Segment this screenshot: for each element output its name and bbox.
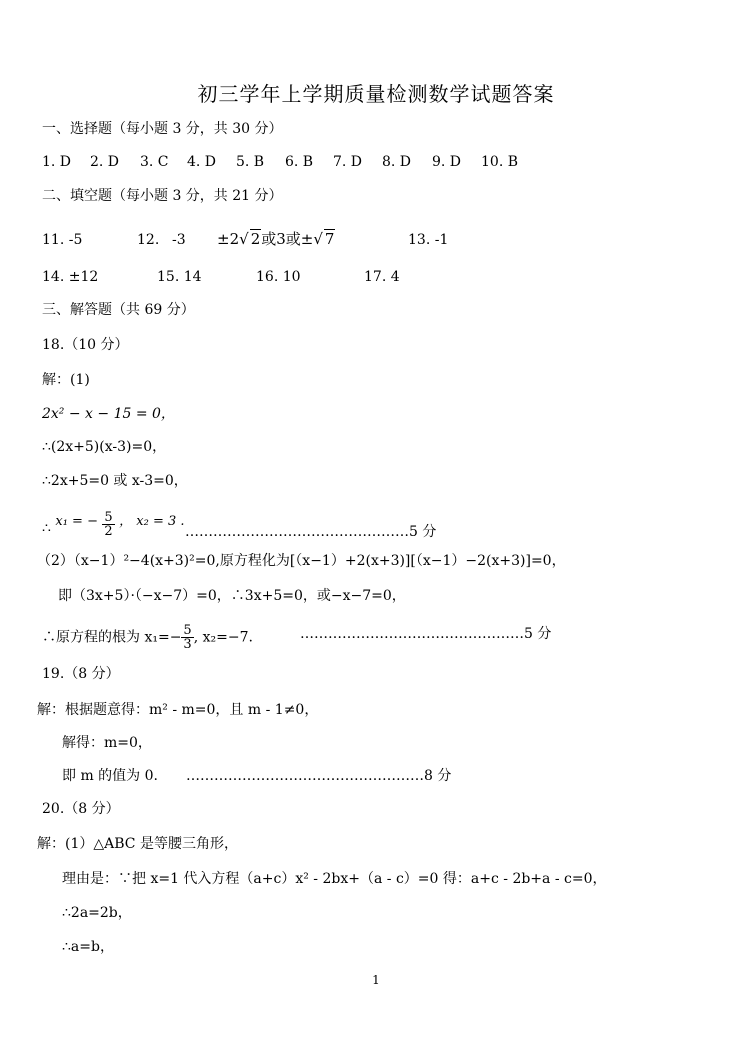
q18-heading: 18.（10 分） — [42, 337, 129, 353]
answer-12-value: -3 — [172, 232, 186, 248]
mc-answer-5: 5. B — [236, 154, 265, 170]
sqrt-symbol-1: √ — [239, 230, 249, 248]
answer-11: 11. -5 — [42, 232, 83, 248]
q18-part2-line-1: （2）（x−1）²−4(x+3)²=0,原方程化为[（x−1）+2(x+3)][（x−1）−2(x+3)]=0， — [37, 553, 566, 569]
page-title: 初三学年上学期质量检测数学试题答案 — [197, 82, 555, 106]
q18-part2-fraction — [181, 624, 193, 651]
q19-score: ……………………………………………8 分 — [186, 768, 452, 784]
q18-part2-line-3 — [42, 624, 253, 651]
section-1-heading: 一、选择题（每小题 3 分，共 30 分） — [42, 121, 283, 137]
answer-14: 14. ±12 — [42, 269, 99, 285]
q18-x1: x₁ = − — [55, 513, 98, 529]
q19-line-2: 解得：m=0， — [62, 735, 152, 751]
q20-line-1: 解：(1）△ABC 是等腰三角形， — [37, 836, 238, 852]
q18-equation-1: 2x² − x − 15 = 0， — [42, 406, 175, 422]
mc-answer-4: 4. D — [187, 154, 217, 170]
mc-answer-9: 9. D — [432, 154, 462, 170]
q18-part2-line-2: 即（3x+5）·（−x−7）=0，∴3x+5=0，或−x−7=0， — [58, 588, 406, 604]
radicand-1: 2 — [250, 230, 261, 248]
plus-minus-2: ± — [300, 230, 314, 248]
answer-12-radicals — [217, 229, 335, 248]
mc-answer-1: 1. D — [42, 154, 72, 170]
q18-fraction-numerator: 5 — [104, 510, 113, 525]
q18-score-1: …………………………………………5 分 — [185, 524, 437, 540]
q20-line-3: ∴2a=2b， — [62, 905, 132, 921]
q19-line-3: 即 m 的值为 0. — [62, 768, 158, 784]
q18-roots-suffix: , x₂=−7. — [193, 629, 253, 646]
therefore-symbol: ∴ — [42, 520, 51, 537]
q18-equation-2: ∴(2x+5)(x-3)=0， — [42, 439, 167, 455]
sqrt-symbol-2: √ — [313, 230, 323, 248]
mc-answer-7: 7. D — [333, 154, 363, 170]
q20-line-2: 理由是：∵把 x=1 代入方程（a+c）x² - 2bx+（a - c）=0 得：a+c - 2b+a - c=0， — [62, 871, 607, 887]
or-text: 或3或 — [261, 230, 301, 248]
mc-answer-3: 3. C — [140, 154, 169, 170]
q18-roots-line — [42, 510, 185, 542]
q20-line-4: ∴a=b， — [62, 939, 114, 955]
answer-13: 13. -1 — [408, 232, 449, 248]
q18-fraction-denominator: 2 — [104, 524, 113, 539]
q18-part2-denominator: 3 — [183, 637, 192, 652]
section-3-heading: 三、解答题（共 69 分） — [42, 302, 195, 318]
mc-answer-10: 10. B — [481, 154, 519, 170]
mc-answer-8: 8. D — [382, 154, 412, 170]
q18-fraction — [102, 511, 114, 538]
q19-line-1: 解：根据题意得：m² - m=0，且 m - 1≠0， — [37, 702, 319, 718]
mc-answer-2: 2. D — [90, 154, 120, 170]
plus-minus-1: ±2 — [217, 230, 240, 248]
q19-heading: 19.（8 分） — [42, 666, 120, 682]
q18-roots-prefix: ∴原方程的根为 x₁=− — [42, 629, 182, 646]
radicand-2: 7 — [324, 230, 335, 248]
page-number: 1 — [372, 973, 380, 987]
q18-solution-label: 解：(1) — [42, 372, 90, 388]
q18-score-2: …………………………………………5 分 — [300, 626, 552, 642]
mc-answer-6: 6. B — [285, 154, 314, 170]
answer-12-label: 12. — [137, 232, 160, 248]
answer-17: 17. 4 — [364, 269, 400, 285]
section-2-heading: 二、填空题（每小题 3 分，共 21 分） — [42, 188, 283, 204]
answer-16: 16. 10 — [256, 269, 301, 285]
q18-x2: ， x₂ = 3 . — [119, 513, 185, 529]
q18-equation-3: ∴2x+5=0 或 x-3=0， — [42, 473, 188, 489]
answer-15: 15. 14 — [157, 269, 202, 285]
q18-part2-numerator: 5 — [183, 623, 192, 638]
q20-heading: 20.（8 分） — [42, 801, 120, 817]
